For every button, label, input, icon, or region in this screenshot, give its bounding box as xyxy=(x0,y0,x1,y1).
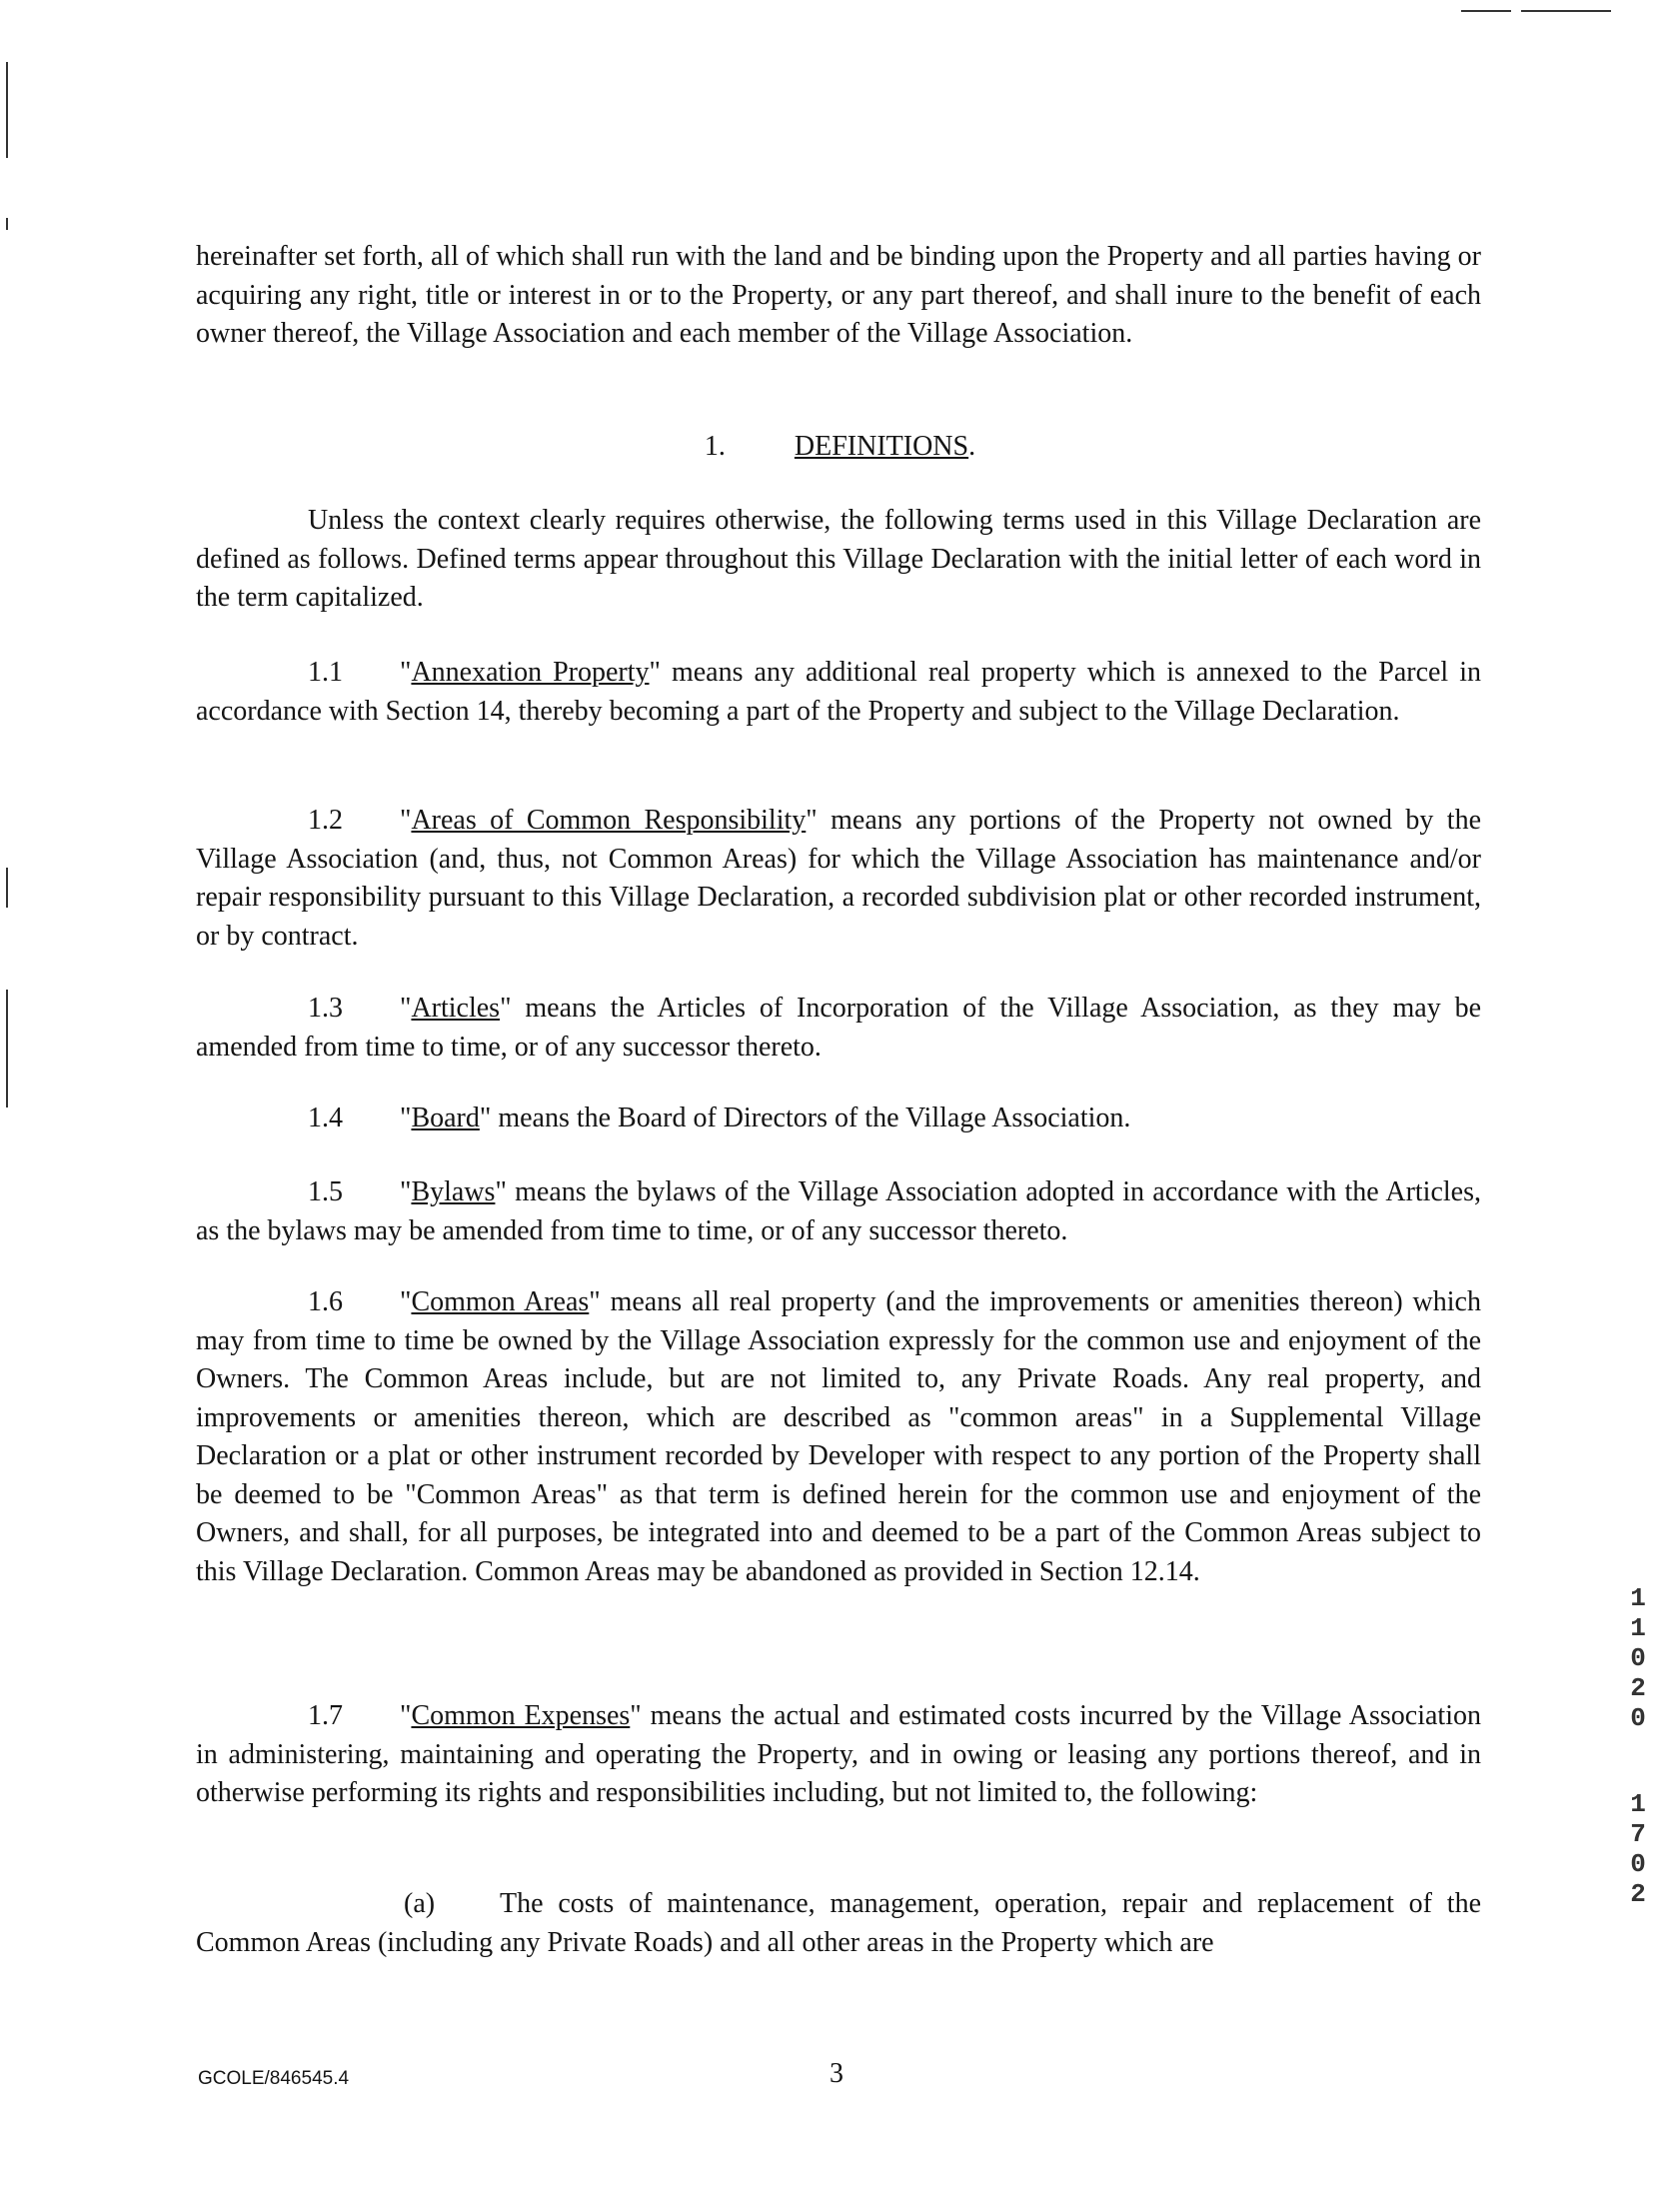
definition-number: 1.5 xyxy=(308,1176,343,1207)
definition-term: Annexation Property xyxy=(411,657,650,688)
definition-1-7: 1.7 "Common Expenses" means the actual and estimated costs incurred by the Village Association in administering, maintaining and operating the Property, and in owing or leasing any portions thereof, and in otherwise performing its rights and responsibilities including, but not limited to, the following: xyxy=(196,1697,1481,1813)
subitem-text: The costs of maintenance, management, operation, repair and replacement of the Common Areas (including any Private Roads) and all other areas in the Property which are xyxy=(196,1888,1481,1958)
definition-text: means any portions of the Property not owned by the Village Association (and, thus, not Common Areas) for which the Village Association has maintenance and/or repair responsibility pursuant to this Village Declaration, a recorded subdivision plat or other recorded instrument, or by contract. xyxy=(196,805,1481,952)
definition-1-4: 1.4 "Board" means the Board of Directors of the Village Association. xyxy=(196,1100,1481,1138)
definition-text: means any additional real property which is annexed to the Parcel in accordance with Section 14, thereby becoming a part of the Property and subject to the Village Declaration. xyxy=(196,657,1481,727)
definition-number: 1.3 xyxy=(308,993,343,1024)
stamp-digit: 2 xyxy=(1630,1673,1646,1703)
intro-paragraph: hereinafter set forth, all of which shall run with the land and be binding upon the Property and all parties having or acquiring any right, title or interest in or to the Property, or any part thereof, and shall inure to the benefit of each owner thereof, the Village Association and each member of the Village Association. xyxy=(196,241,1481,349)
scan-mark-left-1 xyxy=(6,62,8,158)
definition-term: Common Areas xyxy=(411,1286,590,1317)
definitions-intro-paragraph: Unless the context clearly requires otherwise, the following terms used in this Village Declaration are defined as follows. Defined terms appear throughout this Village Declaration with the initial letter of each word in the term capitalized. xyxy=(196,505,1481,613)
definition-1-5: 1.5 "Bylaws" means the bylaws of the Village Association adopted in accordance with the Articles, as the bylaws may be amended from time to time, or of any successor thereto. xyxy=(196,1173,1481,1250)
stamp-digit: 2 xyxy=(1630,1879,1646,1909)
definition-text: means all real property (and the improvements or amenities thereon) which may from time to time be owned by the Village Association expressly for the common use and enjoyment of the Owners. The Common Areas include, but are not limited to, any Private Roads. Any real property, and improvements or amenities thereon, which are described as "common areas" in a Supplemental Village Declaration or a plat or other instrument recorded by Developer with respect to any portion of the Property shall be deemed to be "Common Areas" as that term is defined herein for the common use and enjoyment of the Owners, and shall, for all purposes, be integrated into and deemed to be a part of the Common Areas subject to this Village Declaration. Common Areas may be abandoned as provided in Section 12.14. xyxy=(196,1286,1481,1587)
stamp-digit: 0 xyxy=(1630,1643,1646,1673)
definition-1-1: 1.1 "Annexation Property" means any additional real property which is annexed to the Parcel in accordance with Section 14, thereby becoming a part of the Property and subject to the Village Declaration. xyxy=(196,654,1481,731)
scan-mark-top-right-2 xyxy=(1521,10,1611,12)
definition-term: Board xyxy=(411,1103,480,1133)
recording-stamp-top xyxy=(1623,1583,1653,1733)
scan-mark-top-right xyxy=(1461,10,1511,12)
definition-text: means the Board of Directors of the Village Association. xyxy=(491,1103,1131,1133)
stamp-digit: 0 xyxy=(1630,1849,1646,1879)
definition-text: means the Articles of Incorporation of the Village Association, as they may be amended from time to time, or of any successor thereto. xyxy=(196,993,1481,1063)
section-heading xyxy=(0,428,1680,467)
subitem-a xyxy=(196,1885,1481,1962)
recording-stamp-bottom xyxy=(1623,1789,1653,1909)
definition-term: Articles xyxy=(411,993,501,1024)
stamp-digit: 1 xyxy=(1630,1613,1646,1643)
section-title: DEFINITIONS xyxy=(794,431,969,462)
stamp-digit: 7 xyxy=(1630,1819,1646,1849)
definition-term: Areas of Common Responsibility xyxy=(411,805,807,836)
footer-document-id: GCOLE/846545.4 xyxy=(198,2068,350,2089)
definition-term: Bylaws xyxy=(411,1176,496,1207)
definition-number: 1.7 xyxy=(308,1700,343,1731)
stamp-digit: 0 xyxy=(1630,1703,1646,1733)
definition-number: 1.6 xyxy=(308,1286,343,1317)
definition-term: Common Expenses xyxy=(411,1700,631,1731)
subitem-label: (a) xyxy=(404,1888,436,1919)
definition-number: 1.2 xyxy=(308,805,343,836)
definition-1-2: 1.2 "Areas of Common Responsibility" means any portions of the Property not owned by the Village Association (and, thus, not Common Areas) for which the Village Association has maintenance and/or repair responsibility pursuant to this Village Declaration, a recorded subdivision plat or other recorded instrument, or by contract. xyxy=(196,802,1481,956)
definition-1-6: 1.6 "Common Areas" means all real property (and the improvements or amenities thereon) which may from time to time be owned by the Village Association expressly for the common use and enjoyment of the Owners. The Common Areas include, but are not limited to, any Private Roads. Any real property, and improvements or amenities thereon, which are described as "common areas" in a Supplemental Village Declaration or a plat or other instrument recorded by Developer with respect to any portion of the Property shall be deemed to be "Common Areas" as that term is defined herein for the common use and enjoyment of the Owners, and shall, for all purposes, be integrated into and deemed to be a part of the Common Areas subject to this Village Declaration. Common Areas may be abandoned as provided in Section 12.14. xyxy=(196,1283,1481,1591)
definition-1-3: 1.3 "Articles" means the Articles of Incorporation of the Village Association, as they may be amended from time to time, or of any successor thereto. xyxy=(196,990,1481,1067)
footer-page-number: 3 xyxy=(830,2058,843,2089)
scan-mark-left-2 xyxy=(6,218,8,230)
stamp-digit: 1 xyxy=(1630,1583,1646,1613)
definition-number: 1.1 xyxy=(308,657,343,688)
definition-text: means the bylaws of the Village Association adopted in accordance with the Articles, as the bylaws may be amended from time to time, or of any successor thereto. xyxy=(196,1176,1481,1246)
scan-mark-left-4 xyxy=(6,990,8,1107)
stamp-digit: 1 xyxy=(1630,1789,1646,1819)
section-number: 1. xyxy=(704,431,726,462)
definition-number: 1.4 xyxy=(308,1103,343,1133)
definition-text: means the actual and estimated costs incurred by the Village Association in administering, maintaining and operating the Property, and in owing or leasing any portions thereof, and in otherwise performing its rights and responsibilities including, but not limited to, the following: xyxy=(196,1700,1481,1808)
scan-mark-left-3 xyxy=(6,868,8,908)
section-title-period: . xyxy=(968,431,976,462)
